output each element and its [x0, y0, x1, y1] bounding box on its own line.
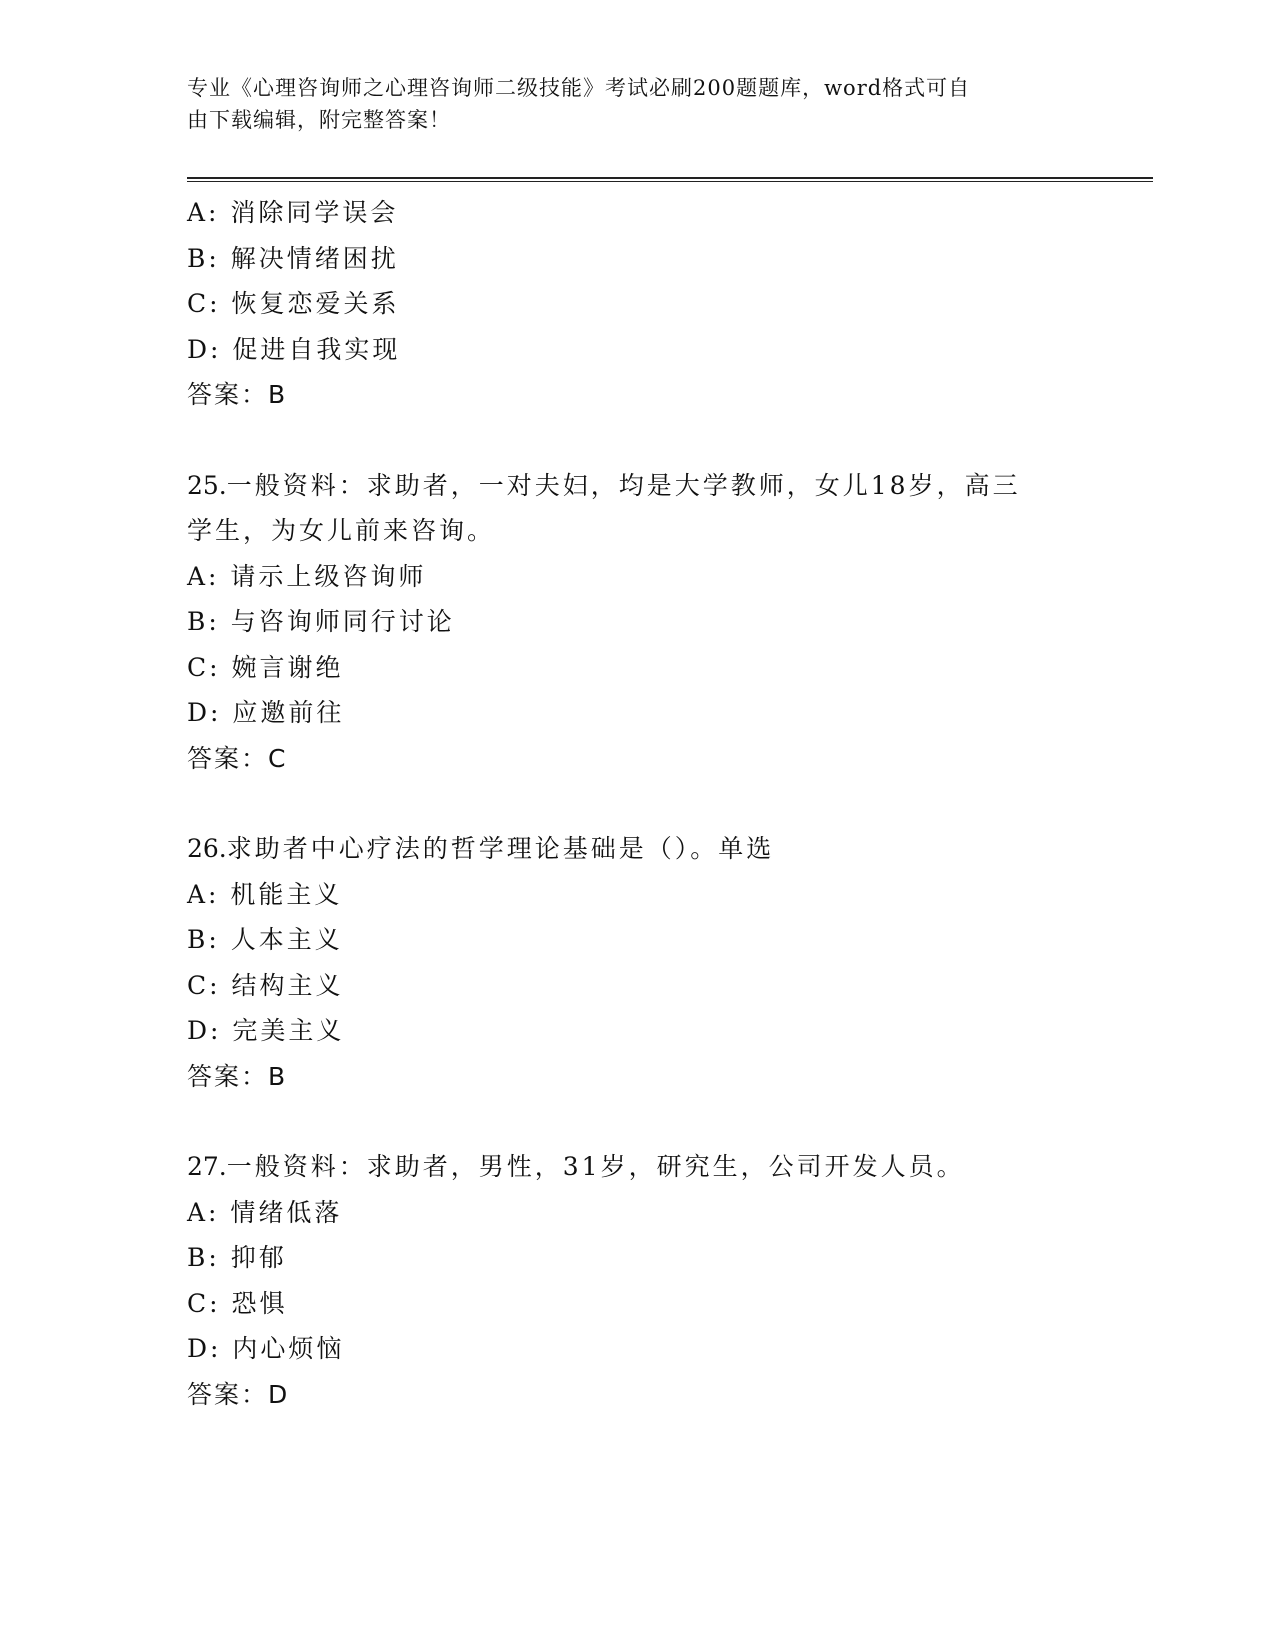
question-number: 25.	[187, 470, 227, 500]
question-27	[187, 1144, 1087, 1417]
answer-line: 答案：D	[187, 1379, 290, 1409]
partial-question	[187, 190, 1087, 418]
answer-line: 答案：B	[187, 1061, 288, 1091]
option-c: C: 恐惧	[187, 1288, 288, 1318]
option-b: B: 解决情绪困扰	[187, 243, 399, 273]
answer-line: 答案：C	[187, 743, 288, 773]
option-b: B: 与咨询师同行讨论	[187, 607, 455, 636]
option-a: A: 请示上级咨询师	[187, 561, 427, 591]
option-d: D: 内心烦恼	[187, 1334, 345, 1363]
option-d: D: 促进自我实现	[187, 334, 401, 364]
question-number: 27.	[187, 1152, 227, 1181]
option-c: C: 结构主义	[187, 970, 344, 1000]
option-c: C: 婉言谢绝	[187, 652, 344, 682]
question-25	[187, 463, 1087, 782]
question-text	[187, 1144, 1087, 1190]
question-text-line-1: 一般资料：求助者，一对夫妇，均是大学教师，女儿18岁，高三	[226, 470, 1021, 500]
question-number: 26.	[187, 834, 227, 863]
option-b: B: 抑郁	[187, 1243, 287, 1272]
header-divider	[187, 177, 1153, 182]
question-text-line-1: 一般资料：求助者，男性，31岁，研究生，公司开发人员。	[226, 1152, 965, 1181]
option-c: C: 恢复恋爱关系	[187, 289, 400, 318]
option-b: B: 人本主义	[187, 925, 343, 954]
option-a: A: 消除同学误会	[187, 198, 399, 227]
header-line-1: 专业《心理咨询师之心理咨询师二级技能》考试必刷200题题库，word格式可自	[187, 76, 971, 100]
header-line-2: 由下载编辑，附完整答案！	[187, 108, 451, 132]
answer-line: 答案：B	[187, 380, 288, 409]
option-a: A: 情绪低落	[187, 1197, 343, 1227]
document-header	[187, 72, 1067, 136]
question-text	[187, 463, 1067, 554]
question-list	[187, 190, 1087, 1417]
option-d: D: 应邀前往	[187, 698, 345, 727]
question-text	[187, 826, 1087, 872]
question-26	[187, 826, 1087, 1099]
question-text-line-1: 求助者中心疗法的哲学理论基础是（）。单选	[226, 834, 775, 863]
question-text-line-2: 学生，为女儿前来咨询。	[187, 516, 496, 545]
option-d: D: 完美主义	[187, 1016, 345, 1045]
option-a: A: 机能主义	[187, 879, 343, 909]
